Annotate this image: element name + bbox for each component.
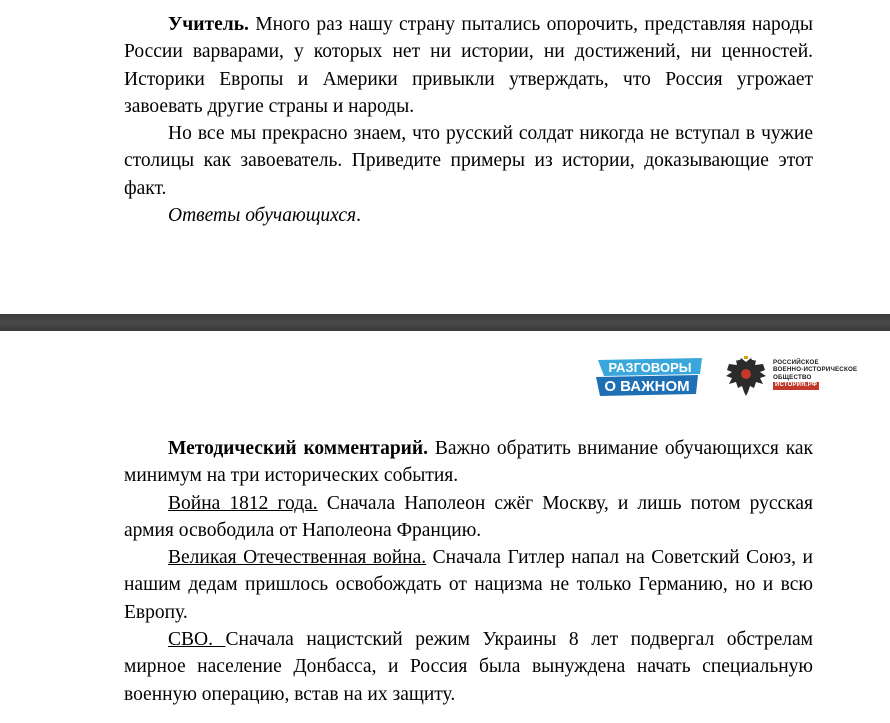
teacher-paragraph-2: Но все мы прекрасно знаем, что русский солдат никогда не вступал в чужие столицы как завоеватель. Приведите примеры из истории, доказывающие этот факт. bbox=[124, 123, 813, 199]
page-separator bbox=[0, 314, 890, 331]
student-answers-label: Ответы обучающихся bbox=[168, 205, 357, 227]
rvio-line-3: ОБЩЕСТВО bbox=[773, 373, 812, 381]
methodical-paragraph-1-text: Важно обратить внимание обучающихся как минимум на три исторических события. bbox=[124, 438, 813, 487]
event-svo bbox=[124, 626, 813, 708]
teacher-dialogue bbox=[124, 11, 813, 229]
event-1812 bbox=[124, 490, 813, 545]
event-1812-text: Сначала Наполеон сжёг Москву, и лишь потом русская армия освободила от Наполеона Францию. bbox=[124, 492, 813, 541]
razgovory-line-2: О ВАЖНОМ bbox=[604, 378, 690, 395]
event-svo-title: СВО. bbox=[168, 629, 226, 651]
event-great-patriotic-war bbox=[124, 544, 813, 626]
teacher-label: Учитель. bbox=[168, 14, 249, 35]
double-headed-eagle-icon bbox=[724, 356, 768, 398]
razgovory-o-vazhnom-logo bbox=[594, 357, 706, 397]
student-answers-period: . bbox=[356, 205, 361, 227]
rvio-line-1: РОССИЙСКОЕ bbox=[773, 359, 819, 366]
teacher-paragraph-1-text: Много раз нашу страну пытались опорочить, представляя народы России варварами, у которых нет ни истории, ни достижений, ни ценностей. Историки Европы и Америки привыкли утверждать, что Россия угрожает завоевать другие страны и народы. bbox=[124, 14, 813, 117]
rvio-site-badge: ИСТОРИЯ.РФ bbox=[775, 382, 818, 389]
rvio-name bbox=[773, 359, 857, 390]
razgovory-line-1: РАЗГОВОРЫ bbox=[608, 360, 692, 375]
methodical-comment bbox=[124, 435, 813, 708]
event-1812-title: Война 1812 года. bbox=[168, 492, 318, 514]
rvio-line-2: ВОЕННО-ИСТОРИЧЕСКОЕ bbox=[773, 366, 858, 374]
student-answers-note bbox=[124, 202, 813, 229]
methodical-paragraph-1 bbox=[124, 435, 813, 490]
event-gpw-text: Сначала Гитлер напал на Советский Союз, и нашим дедам пришлось освобождать от нацизма не только Германию, но и всю Европу. bbox=[124, 547, 813, 623]
teacher-paragraph-1 bbox=[124, 11, 813, 120]
methodical-label: Методический комментарий. bbox=[168, 438, 429, 459]
event-svo-text: Сначала нацистский режим Украины 8 лет подвергал обстрелам мирное население Донбасса, и Россия была вынуждена начать специальную военную операцию, встав на их защиту. bbox=[124, 629, 813, 705]
event-gpw-title: Великая Отечественная война. bbox=[168, 547, 427, 569]
rvio-logo bbox=[724, 356, 864, 398]
